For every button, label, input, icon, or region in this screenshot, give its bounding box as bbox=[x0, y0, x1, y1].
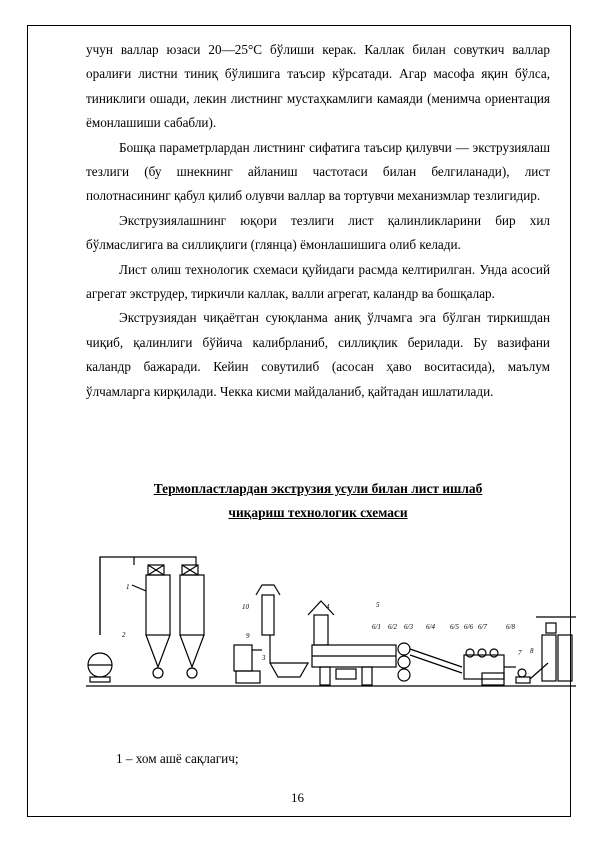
paragraph-3: Экструзиялашнинг юқори тезлиги лист қалинликларини бир хил бўлмаслигига ва силлиқлиги (глянца) ёмонлашишига олиб келади. bbox=[86, 212, 550, 253]
label-10: 10 bbox=[242, 603, 249, 611]
extruder bbox=[308, 601, 396, 685]
label-4: 4 bbox=[326, 603, 330, 611]
label-6-3: 6/3 bbox=[404, 623, 413, 631]
label-6-6: 6/6 bbox=[464, 623, 473, 631]
label-6-4: 6/4 bbox=[426, 623, 435, 631]
label-9: 9 bbox=[246, 632, 250, 640]
calender-rolls bbox=[398, 643, 462, 681]
figure-title-line-1: Термопластлардан экструзия усули билан лист ишлаб bbox=[153, 481, 483, 496]
storage-silos bbox=[132, 565, 204, 678]
page-number: 16 bbox=[291, 790, 304, 805]
body-text bbox=[86, 38, 550, 404]
label-6-7: 6/7 bbox=[478, 623, 487, 631]
label-6-1: 6/1 bbox=[372, 623, 381, 631]
technological-scheme-diagram bbox=[86, 545, 576, 695]
label-6-2: 6/2 bbox=[388, 623, 397, 631]
paragraph-5: Экструзиядан чиқаётган суюқланма аниқ ўлчамга эга бўлган тиркишдан чиқиб, қалинлиги бўйича калибрланиб, силлиқлик берилади. Бу вазифани каландр бажаради. Кейин совутилиб (асосан ҳаво воситасида), маълум ўлчамларга кирқилади. Чекка кисми майдаланиб, қайтадан ишлатилади. bbox=[86, 310, 550, 399]
paragraph-1: учун валлар юзаси 20—25°С бўлиши керак. Каллак билан совуткич валлар оралиғи листни тиниқ бўлишига таъсир кўрсатади. Агар масофа яқин бўлса, тиниклиги ошади, лекин листнинг мустаҳкамлиги камаяди (менимча ориентация ёмонлашиши сабабли). bbox=[86, 42, 550, 131]
label-6-8: 6/8 bbox=[506, 623, 515, 631]
cooling-and-pulling-rolls bbox=[464, 649, 516, 685]
cutter-and-stacker bbox=[516, 617, 576, 683]
label-6-5: 6/5 bbox=[450, 623, 459, 631]
blower-unit bbox=[88, 653, 112, 682]
paragraph-4: Лист олиш технологик схемаси қуйидаги расмда келтирилган. Унда асосий агрегат экструдер, тиркичли каллак, валли агрегат, каландр ва бошқалар. bbox=[86, 261, 550, 302]
label-5: 5 bbox=[376, 601, 380, 609]
legend-item-1: 1 – хом ашё сақлагич; bbox=[116, 751, 239, 766]
label-3: 3 bbox=[262, 654, 266, 662]
label-1: 1 bbox=[126, 583, 130, 591]
label-8: 8 bbox=[530, 647, 534, 655]
figure-title-line-2: чиқариш технологик схемаси bbox=[228, 505, 408, 520]
label-7: 7 bbox=[518, 649, 522, 657]
label-2: 2 bbox=[122, 631, 126, 639]
paragraph-2: Бошқа параметрлардан листнинг сифатига таъсир қилувчи — экструзиялаш тезлиги (бу шнекнинг айланиш частотаси билан белгиланади), лист полотнасининг қабул қилиб олувчи валлар ва тортувчи механизмлар тезлигидир. bbox=[86, 139, 550, 204]
